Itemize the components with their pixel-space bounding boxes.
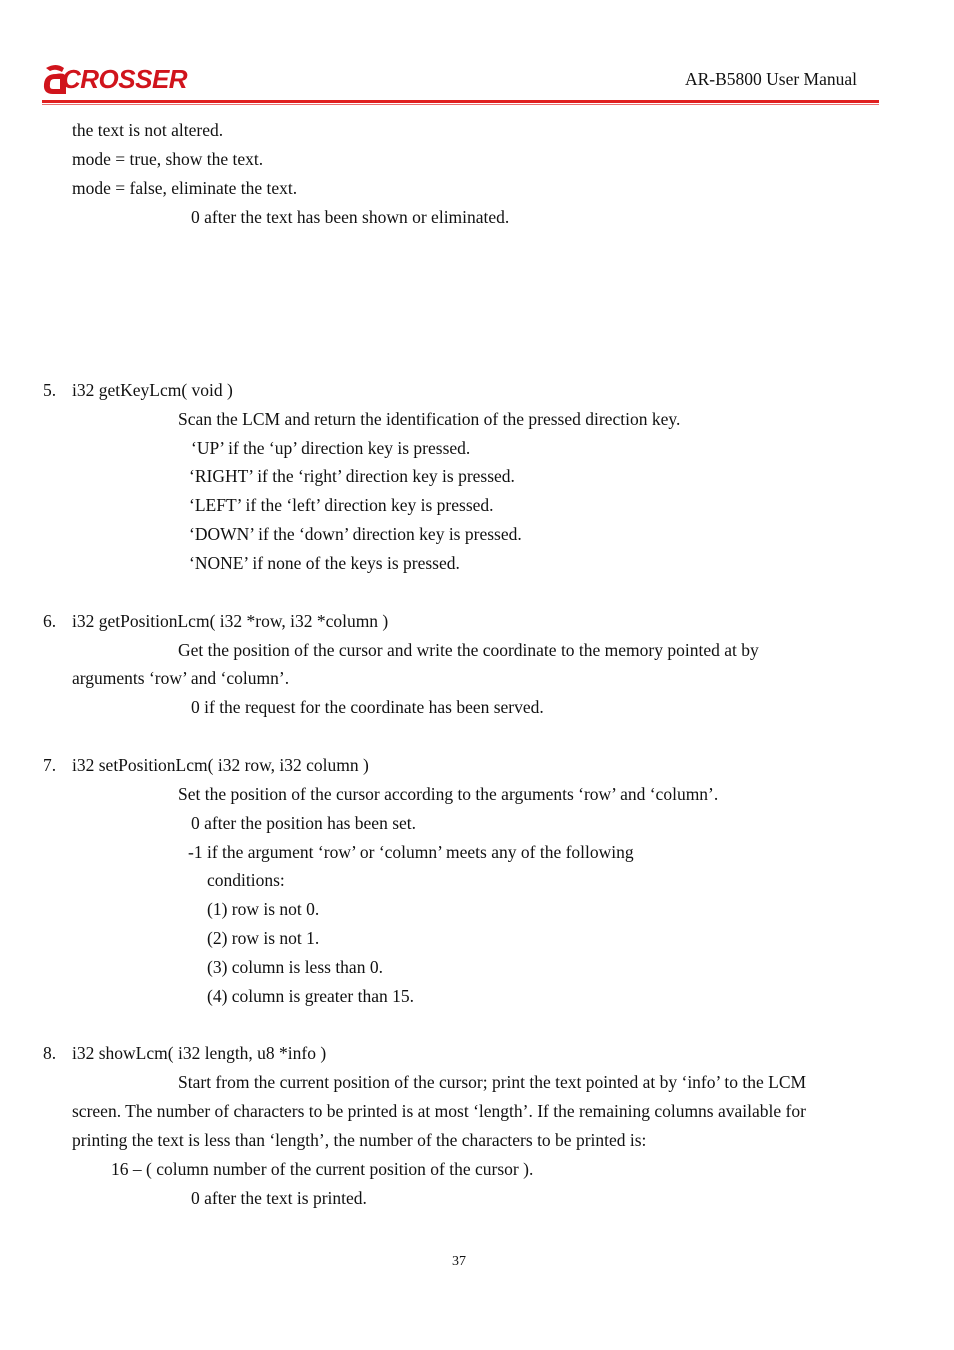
condition-item: (4) column is greater than 15. (207, 986, 415, 1006)
return-text: 0 if the request for the coordinate has been served. (191, 697, 544, 717)
function-description: screen. The number of characters to be printed is at most ‘length’. If the remaining columns available for (72, 1101, 806, 1121)
body-text: the text is not altered. (72, 120, 224, 140)
item-number: 7. (43, 755, 57, 775)
return-text: ‘UP’ if the ‘up’ direction key is pressed. (191, 438, 471, 458)
item-number: 8. (43, 1043, 57, 1063)
return-text: -1 if the argument ‘row’ or ‘column’ meets any of the following (188, 842, 634, 862)
logo-text: CROSSER (62, 64, 188, 94)
function-description: printing the text is less than ‘length’, the number of the characters to be printed is: (72, 1130, 647, 1150)
condition-item: (2) row is not 1. (207, 928, 320, 948)
return-text: 0 after the position has been set. (191, 813, 417, 833)
function-description: Get the position of the cursor and write the coordinate to the memory pointed at by (178, 640, 759, 660)
function-signature: i32 getKeyLcm( void ) (72, 380, 233, 400)
item-number: 6. (43, 611, 57, 631)
function-description: Start from the current position of the cursor; print the text pointed at by ‘info’ to the LCM (178, 1072, 807, 1092)
condition-item: (1) row is not 0. (207, 899, 320, 919)
body-text: mode = false, eliminate the text. (72, 178, 298, 198)
formula-text: 16 – ( column number of the current position of the cursor ). (111, 1159, 534, 1179)
function-signature: i32 getPositionLcm( i32 *row, i32 *column ) (72, 611, 389, 631)
return-text: 0 after the text has been shown or eliminated. (191, 207, 510, 227)
function-signature: i32 setPositionLcm( i32 row, i32 column ) (72, 755, 369, 775)
condition-item: (3) column is less than 0. (207, 957, 383, 977)
return-text: ‘NONE’ if none of the keys is pressed. (189, 553, 460, 573)
return-text: conditions: (207, 870, 285, 890)
function-description: arguments ‘row’ and ‘column’. (72, 668, 290, 688)
page-number: 37 (452, 1254, 466, 1269)
function-description: Scan the LCM and return the identification of the pressed direction key. (178, 409, 681, 429)
acrosser-logo (42, 62, 212, 98)
function-signature: i32 showLcm( i32 length, u8 *info ) (72, 1043, 327, 1063)
manual-title: AR-B5800 User Manual (684, 69, 857, 89)
item-number: 5. (43, 380, 57, 400)
return-text: ‘LEFT’ if the ‘left’ direction key is pressed. (189, 495, 494, 515)
return-text: ‘DOWN’ if the ‘down’ direction key is pressed. (189, 524, 522, 544)
body-text: mode = true, show the text. (72, 149, 264, 169)
header-divider-thin (42, 104, 879, 105)
function-description: Set the position of the cursor according to the arguments ‘row’ and ‘column’. (178, 784, 719, 804)
return-text: 0 after the text is printed. (191, 1188, 367, 1208)
header-divider (42, 100, 879, 103)
return-text: ‘RIGHT’ if the ‘right’ direction key is pressed. (189, 466, 515, 486)
